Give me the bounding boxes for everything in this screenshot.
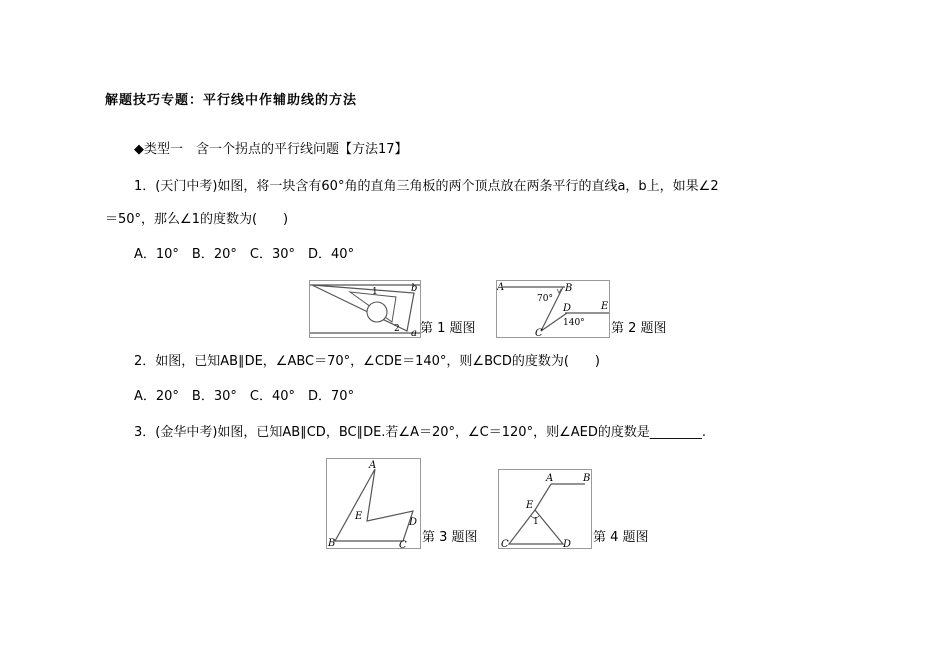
question-3-line-1: 3．(金华中考)如图，已知AB∥CD，BC∥DE.若∠A＝20°，∠C＝120°，则∠AED的度数是________.: [134, 425, 706, 440]
figure-3-label-c: C: [399, 540, 407, 548]
figure-4: [498, 469, 592, 549]
figure-4-label-c: C: [501, 539, 509, 548]
figure-2-label-c: C: [535, 328, 543, 337]
question-2-options: A．20° B．30° C．40° D．70°: [134, 389, 355, 404]
figure-3-label-a: A: [369, 460, 377, 471]
figure-2-caption: 第 2 题图: [611, 321, 667, 336]
figure-2: [496, 280, 610, 338]
figure-2-angle-70: 70°: [537, 294, 553, 304]
figure-4-label-d: D: [563, 539, 572, 548]
figure-1-caption: 第 1 题图: [420, 321, 476, 336]
figure-3-label-e: E: [355, 511, 363, 522]
figure-2-label-e: E: [601, 301, 609, 312]
figure-2-drawing: [497, 281, 609, 337]
figure-1-drawing: [310, 281, 420, 337]
figure-3-label-d: D: [409, 517, 418, 528]
question-1-line-1: 1．(天门中考)如图，将一块含有60°角的直角三角板的两个顶点放在两条平行的直线a，b上，如果∠2: [134, 179, 719, 194]
figure-3-label-b: B: [328, 538, 336, 548]
question-1-options: A．10° B．20° C．30° D．40°: [134, 247, 355, 262]
figure-3-drawing: [327, 459, 420, 548]
figure-2-label-d: D: [563, 303, 572, 314]
section-heading: ◆类型一 含一个拐点的平行线问题【方法17】: [134, 142, 408, 157]
figure-4-label-1: 1: [533, 517, 539, 527]
figure-1: [309, 280, 421, 338]
figure-2-angle-140: 140°: [563, 318, 585, 328]
question-1-line-2: ＝50°，那么∠1的度数为( ): [105, 212, 289, 227]
figure-3-caption: 第 3 题图: [422, 530, 478, 545]
figure-2-label-b: B: [565, 283, 573, 294]
figure-2-label-a: A: [497, 282, 505, 293]
figure-4-label-b: B: [583, 473, 591, 484]
figure-4-drawing: [499, 470, 591, 548]
figure-3: [326, 458, 421, 549]
figure-1-label-a: a: [411, 328, 417, 337]
figure-1-label-1: 1: [372, 287, 378, 297]
page-title: 解题技巧专题：平行线中作辅助线的方法: [105, 93, 358, 108]
figure-4-caption: 第 4 题图: [593, 530, 649, 545]
question-2-line-1: 2．如图，已知AB∥DE，∠ABC＝70°，∠CDE＝140°，则∠BCD的度数为( ): [134, 354, 601, 369]
figure-1-label-2: 2: [394, 324, 400, 334]
figure-1-label-b: b: [411, 283, 418, 294]
figure-4-label-e: E: [526, 500, 534, 511]
figure-4-label-a: A: [546, 473, 554, 484]
